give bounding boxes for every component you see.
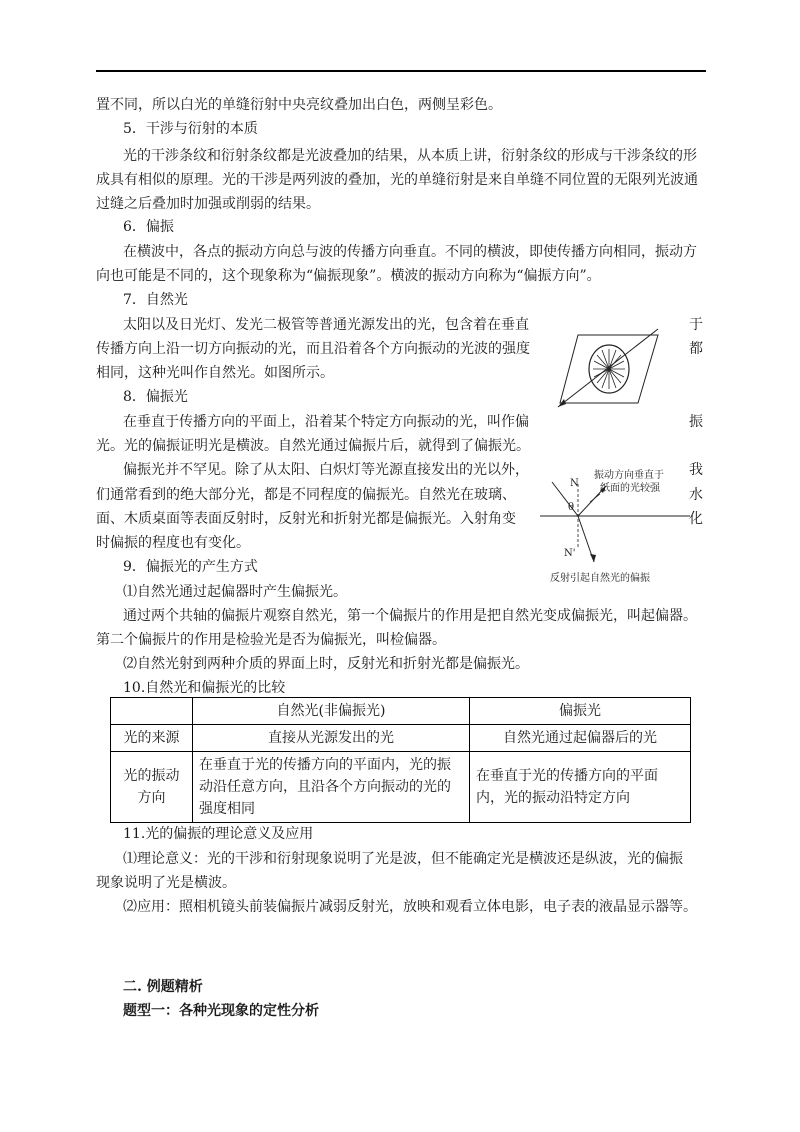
table-row-label-line: 方向 (137, 790, 166, 806)
paragraph-line: ⑵应用：照相机镜头前装偏振片减弱反射光，放映和观看立体电影，电子表的液晶显示器等。 (123, 899, 697, 915)
figure-caption: 反射引起自然光的偏振 (550, 573, 650, 584)
paragraph-line: 光的干涉条纹和衍射条纹都是光波叠加的结果，从本质上讲，衍射条纹的形成与干涉条纹的形 (123, 148, 697, 164)
section-heading-11: 11.光的偏振的理论意义及应用 (123, 826, 314, 842)
section-heading-5: 5．干涉与衍射的本质 (123, 121, 258, 137)
paragraph-line: 时偏振的程度也有变化。 (96, 535, 250, 551)
cell-line: 在垂直于光的传播方向的平面内，光的振 (199, 757, 451, 773)
paragraph-line: 光。光的偏振证明光是横波。自然光通过偏振片后，就得到了偏振光。 (96, 438, 530, 454)
paragraph-line: 置不同，所以白光的单缝衍射中央亮纹叠加出白色，两侧呈彩色。 (96, 97, 502, 113)
paragraph-line: 在垂直于传播方向的平面上，沿着某个特定方向振动的光，叫作偏 (123, 414, 529, 430)
edge-char: 我 (689, 462, 703, 478)
normal-label-bottom: N' (564, 548, 576, 559)
table-header-cell: 偏振光 (470, 698, 691, 725)
paragraph-line: 太阳以及日光灯、发光二极管等普通光源发出的光，包含着在垂直 (123, 317, 529, 333)
table-header-cell: 自然光(非偏振光) (193, 698, 470, 725)
paragraph-line: 偏振光并不罕见。除了从太阳、白炽灯等光源直接发出的光以外， (123, 462, 529, 478)
section-title-examples: 二. 例题精析 (123, 979, 203, 995)
table-row (111, 752, 691, 823)
table-row (111, 725, 691, 752)
paragraph-line: 相同，这种光叫作自然光。如图所示。 (96, 365, 334, 381)
paragraph-line: 过缝之后叠加时加强或削弱的结果。 (96, 196, 320, 212)
refracted-arrowhead (590, 554, 596, 562)
edge-char: 都 (689, 341, 703, 357)
edge-char: 于 (689, 317, 703, 333)
cell-line: 动沿任意方向，且沿各个方向振动的光的 (199, 779, 451, 795)
section-heading-8: 8．偏振光 (123, 389, 188, 405)
natural-light-figure (548, 325, 668, 415)
subsection-title-type1: 题型一：各种光现象的定性分析 (123, 1003, 319, 1019)
paragraph-line: 面、木质桌面等表面反射时，反射光和折射光都是偏振光。入射角变 (96, 511, 516, 527)
cell-line: 内，光的振动沿特定方向 (476, 790, 630, 806)
reflection-polarization-figure (530, 464, 700, 592)
leader-line (590, 494, 600, 502)
section-heading-6: 6．偏振 (123, 219, 174, 235)
paragraph-line: 传播方向上沿一切方向振动的光，而且沿着各个方向振动的光波的强度 (96, 341, 530, 357)
vibration-directions (593, 349, 625, 389)
table-cell: 直接从光源发出的光 (193, 725, 470, 752)
cell-line: 强度相同 (199, 801, 255, 817)
comparison-table (110, 697, 691, 823)
paragraph-line: ⑴自然光通过起偏器时产生偏振光。 (123, 584, 347, 600)
paragraph-line: 成具有相似的原理。光的干涉是两列波的叠加，光的单缝衍射是来自单缝不同位置的无限列光波通 (96, 172, 698, 188)
figure-label-line1: 振动方向垂直于 (594, 470, 664, 481)
paragraph-line: 通过两个共轴的偏振片观察自然光，第一个偏振片的作用是把自然光变成偏振光，叫起偏器。 (123, 608, 697, 624)
table-cell (470, 752, 691, 823)
figure-label-line2: 纸面的光较强 (600, 483, 660, 494)
table-header-cell (111, 698, 193, 725)
paragraph-line: ⑵自然光射到两种介质的界面上时，反射光和折射光都是偏振光。 (123, 656, 529, 672)
paragraph-line: ⑴理论意义：光的干涉和衍射现象说明了光是波，但不能确定光是横波还是纵波，光的偏振 (123, 851, 683, 867)
header-rule (96, 70, 706, 72)
edge-char: 水 (689, 487, 703, 503)
paragraph-line: 在横波中，各点的振动方向总与波的传播方向垂直。不同的横波，即使传播方向相同，振动方 (123, 244, 697, 260)
paragraph-line: 向也可能是不同的，这个现象称为“偏振现象”。横波的振动方向称为“偏振方向”。 (96, 268, 601, 284)
table-cell: 自然光通过起偏器后的光 (470, 725, 691, 752)
table-header-row (111, 698, 691, 725)
section-heading-10: 10.自然光和偏振光的比较 (123, 680, 286, 696)
table-row-label: 光的来源 (111, 725, 193, 752)
section-heading-9: 9．偏振光的产生方式 (123, 559, 258, 575)
paragraph-line: 第二个偏振片的作用是检验光是否为偏振光，叫检偏器。 (96, 632, 446, 648)
cell-line: 在垂直于光的传播方向的平面 (476, 768, 658, 784)
edge-char: 化 (689, 511, 703, 527)
edge-char: 振 (689, 414, 703, 430)
theta-label: θ (568, 502, 575, 513)
normal-label-top: N (570, 478, 579, 489)
section-heading-7: 7．自然光 (123, 292, 188, 308)
table-cell (193, 752, 470, 823)
table-row-label (111, 752, 193, 823)
ray-arrowhead (558, 399, 566, 407)
table-row-label-line: 光的振动 (123, 768, 180, 784)
paragraph-line: 们通常看到的绝大部分光，都是不同程度的偏振光。自然光在玻璃、 (96, 487, 516, 503)
paragraph-line: 现象说明了光是横波。 (96, 875, 236, 891)
